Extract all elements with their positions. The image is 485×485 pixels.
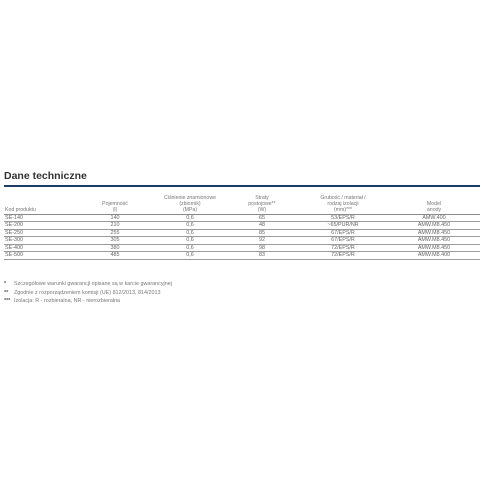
header-rated-pressure — [154, 187, 226, 215]
table-row — [4, 237, 480, 245]
cell-product-code: SE-300 — [4, 237, 76, 245]
footnote — [4, 280, 480, 289]
footnote — [4, 297, 480, 306]
cell-pressure: 0,6 — [154, 244, 226, 252]
footnote-mark: ** — [4, 289, 9, 296]
header-text: Ciśnienie znamionowe (zbiornik) (MPa) — [164, 194, 216, 213]
cell-anode: AMW.M8.450 — [388, 222, 480, 230]
cell-losses: 98 — [226, 244, 298, 252]
cell-insulation: 67/EPS/R — [298, 237, 388, 245]
cell-insulation: 72/EPS/R — [298, 252, 388, 260]
cell-insulation: ~65/PUR/NR — [298, 222, 388, 230]
cell-losses: 65 — [226, 214, 298, 222]
section-title: Dane techniczne — [4, 170, 87, 182]
cell-losses: 48 — [226, 222, 298, 230]
header-text: Straty postojowe** (W) — [248, 194, 276, 213]
cell-capacity: 140 — [76, 214, 154, 222]
cell-anode: AMW.M8.450 — [388, 229, 480, 237]
cell-product-code: SE-200 — [4, 222, 76, 230]
footnote-mark: *** — [4, 298, 11, 305]
cell-pressure: 0,6 — [154, 222, 226, 230]
header-text: Kod produktu — [5, 206, 36, 213]
footnote-text: Zgodnie z rozporządzeniem komisji (UE) 812/2013, 814/2013 — [14, 289, 161, 296]
header-text: Model anody — [426, 200, 442, 213]
footnote-mark: * — [4, 281, 7, 288]
cell-pressure: 0,6 — [154, 237, 226, 245]
table-header-row — [4, 187, 480, 215]
cell-losses: 92 — [226, 237, 298, 245]
table-row — [4, 229, 480, 237]
cell-anode: AMW.M8.450 — [388, 244, 480, 252]
technical-data-section — [4, 170, 480, 306]
footnote-text: Izolacja: R - rozbieralna, NR - nierozbieralna — [14, 298, 121, 305]
header-standby-losses — [226, 187, 298, 215]
cell-anode: AMW.400 — [388, 214, 480, 222]
table-row — [4, 252, 480, 260]
cell-pressure: 0,6 — [154, 214, 226, 222]
cell-anode: AMW.M8.450 — [388, 237, 480, 245]
cell-product-code: SE-250 — [4, 229, 76, 237]
table-row — [4, 244, 480, 252]
technical-data-table — [4, 187, 480, 261]
cell-losses: 83 — [226, 252, 298, 260]
cell-capacity: 380 — [76, 244, 154, 252]
header-text: Grubość / materiał / rodzaj izolacji (mm)*** — [320, 194, 366, 213]
cell-product-code: SE-400 — [4, 244, 76, 252]
footnote — [4, 289, 480, 298]
header-text: Pojemność (l) — [102, 200, 128, 213]
cell-product-code: SE-500 — [4, 252, 76, 260]
cell-product-code: SE-140 — [4, 214, 76, 222]
header-insulation — [298, 187, 388, 215]
table-row — [4, 222, 480, 230]
cell-pressure: 0,6 — [154, 252, 226, 260]
cell-capacity: 210 — [76, 222, 154, 230]
cell-losses: 85 — [226, 229, 298, 237]
cell-capacity: 485 — [76, 252, 154, 260]
header-anode-model — [388, 187, 480, 215]
cell-capacity: 255 — [76, 229, 154, 237]
cell-insulation: 53/EPS/R — [298, 214, 388, 222]
footnote-text: Szczegółowe warunki gwarancji opisane są w karcie gwarancyjnej — [14, 281, 172, 288]
header-product-code — [4, 187, 76, 215]
cell-insulation: 72/EPS/R — [298, 244, 388, 252]
header-capacity — [76, 187, 154, 215]
cell-capacity: 305 — [76, 237, 154, 245]
cell-insulation: 67/EPS/R — [298, 229, 388, 237]
footnotes — [4, 280, 480, 306]
cell-pressure: 0,6 — [154, 229, 226, 237]
table-row — [4, 214, 480, 222]
cell-anode: AMW.M8.400 — [388, 252, 480, 260]
